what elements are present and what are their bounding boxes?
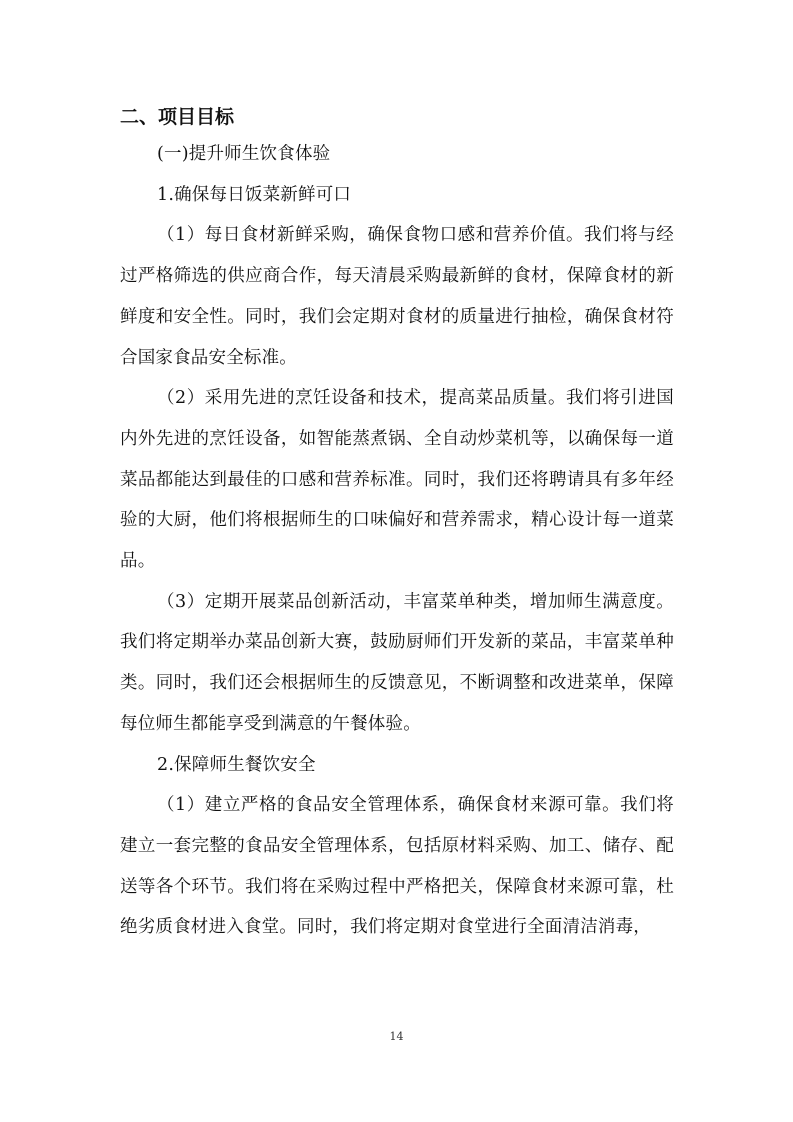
paragraph-4: （1）建立严格的食品安全管理体系，确保食材来源可靠。我们将建立一套完整的食品安全管理体系，包括原材料采购、加工、储存、配送等各个环节。我们将在采购过程中严格把关，保障食材来源可靠，杜绝劣质食材进入食堂。同时，我们将定期对食堂进行全面清洁消毒， — [120, 795, 674, 938]
page-content — [120, 100, 674, 948]
subsection-heading: (一)提升师生饮食体验 — [157, 144, 331, 164]
item-heading-2: 2.保障师生餐饮安全 — [157, 754, 316, 775]
section-heading: 二、项目目标 — [120, 106, 235, 128]
page-number: 14 — [389, 1030, 404, 1043]
paragraph-2: （2）采用先进的烹饪设备和技术，提高菜品质量。我们将引进国内外先进的烹饪设备，如智能蒸煮锅、全自动炒菜机等，以确保每一道菜品都能达到最佳的口感和营养标准。同时，我们还将聘请具有多年经验的大厨，他们将根据师生的口味偏好和营养需求，精心设计每一道菜品。 — [120, 388, 674, 572]
item-heading-1: 1.确保每日饭菜新鲜可口 — [157, 184, 352, 205]
paragraph-3: （3）定期开展菜品创新活动，丰富菜单种类，增加师生满意度。我们将定期举办菜品创新大赛，鼓励厨师们开发新的菜品，丰富菜单种类。同时，我们还会根据师生的反馈意见，不断调整和改进菜单，保障每位师生都能享受到满意的午餐体验。 — [120, 591, 674, 734]
paragraph-1: （1）每日食材新鲜采购，确保食物口感和营养价值。我们将与经过严格筛选的供应商合作，每天清晨采购最新鲜的食材，保障食材的新鲜度和安全性。同时，我们会定期对食材的质量进行抽检，确保食材符合国家食品安全标准。 — [120, 225, 674, 368]
